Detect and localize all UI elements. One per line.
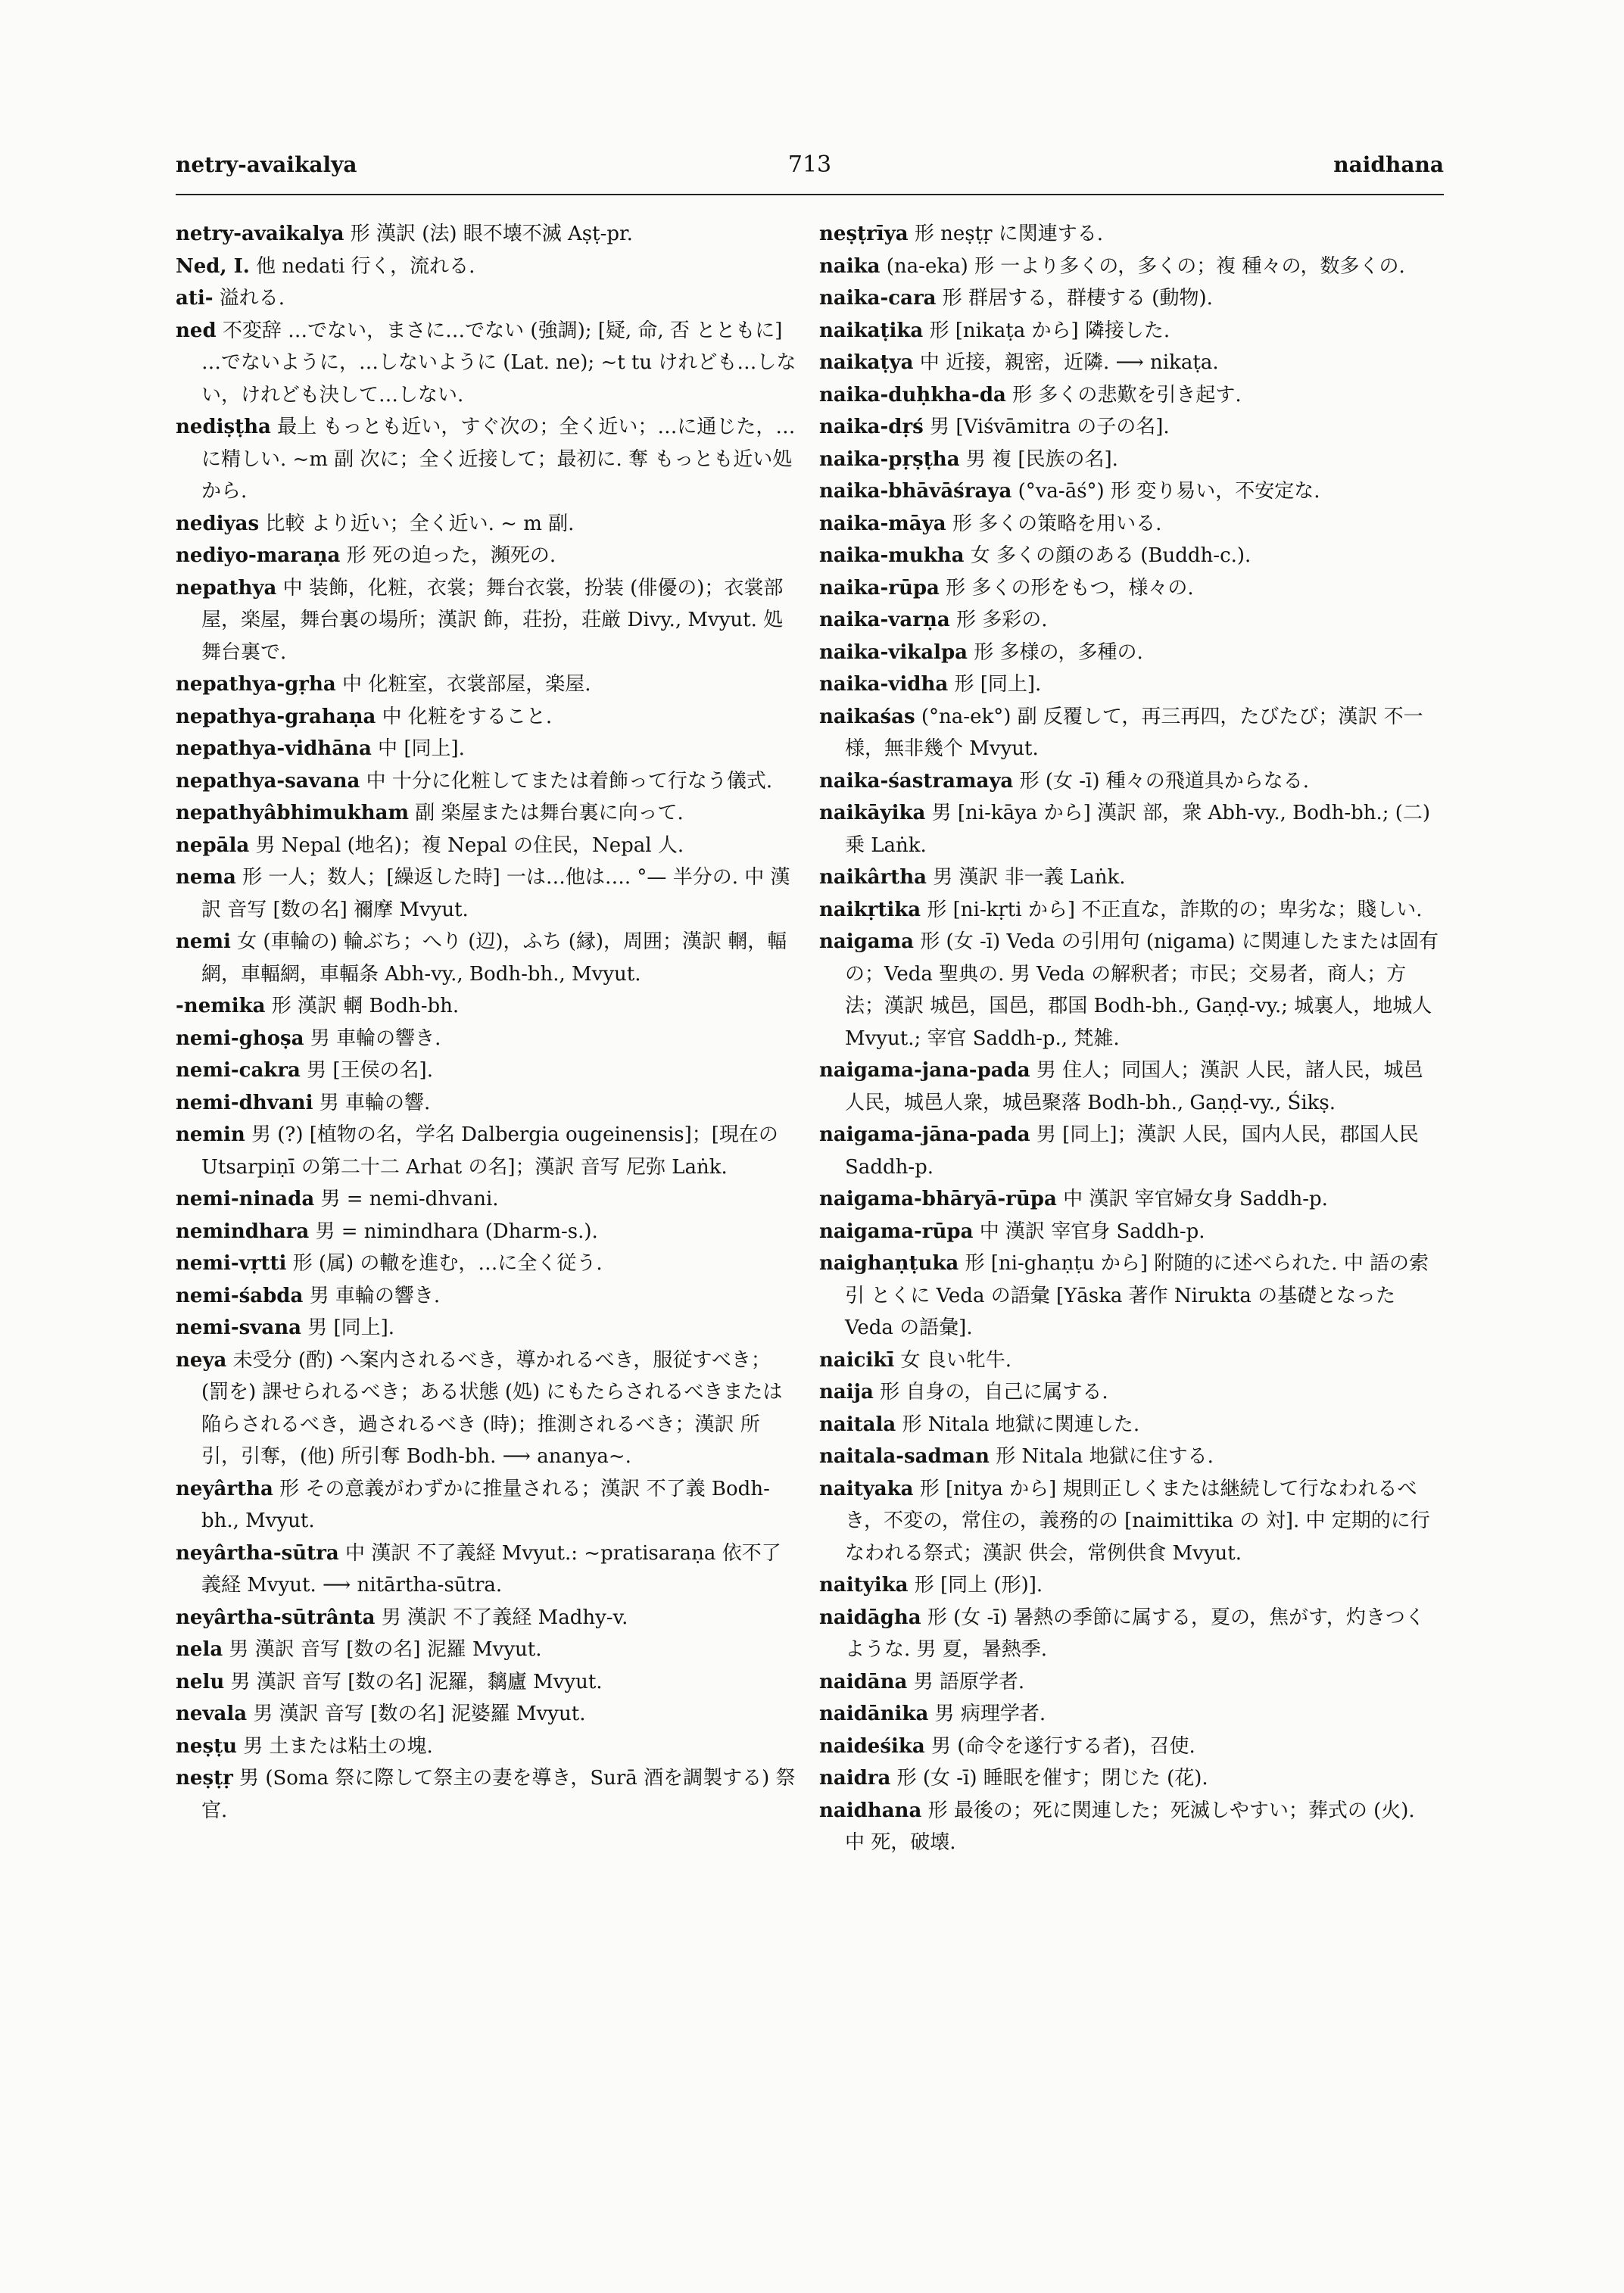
entry-definition: 形 [nikaṭa から] 隣接した. [923, 319, 1170, 342]
dictionary-entry [819, 1473, 1440, 1570]
dictionary-entry [176, 1344, 796, 1473]
entry-headword: naika-varṇa [819, 609, 950, 631]
entry-definition: 形 その意義がわずかに推量される；漢訳 不了義 Bodh-bh., Mvyut. [201, 1477, 770, 1532]
dictionary-entry [176, 572, 796, 669]
dictionary-entry [176, 1473, 796, 1537]
entry-definition: 中 [同上]. [371, 737, 465, 760]
entry-headword: naidānika [819, 1703, 929, 1725]
entry-headword: naityika [819, 1574, 909, 1597]
entry-headword: naika-vikalpa [819, 640, 968, 664]
dictionary-entry [819, 508, 1440, 541]
entry-headword: naikaṭika [819, 319, 924, 342]
dictionary-entry [176, 830, 796, 862]
entry-headword: neya [176, 1348, 227, 1372]
dictionary-entry [176, 1216, 796, 1248]
entry-headword: ned [176, 319, 217, 342]
entry-headword: netry-avaikalya [176, 223, 344, 245]
entry-definition: 形 Nitala 地獄に住する. [989, 1445, 1214, 1468]
entry-headword: naika-cara [819, 287, 937, 310]
entry-definition: 形 [ni-kṛti から] 不正直な，詐欺的の；卑劣な；賤しい. [921, 898, 1423, 921]
entry-headword: nemin [176, 1123, 245, 1146]
entry-headword: naika-śastramaya [819, 769, 1014, 793]
dictionary-entry [819, 282, 1440, 315]
entry-definition: 他 nedati 行く，流れる. [249, 254, 475, 278]
entry-definition: 形 一人；数人；[繰返した時] 一は…他は…. °— 半分の. 中 漢訳 音写 [数の名] 禰摩 Mvyut. [201, 866, 790, 921]
entry-headword: naidra [819, 1767, 891, 1790]
entry-definition: 女 良い牝牛. [894, 1348, 1012, 1372]
entry-definition: 形 漢訳 (法) 眼不壊不滅 Aṣṭ-pr. [344, 223, 633, 245]
entry-headword: nemi [176, 930, 231, 953]
entry-headword: naigama-bhāryā-rūpa [819, 1188, 1057, 1210]
entry-headword: nepathya-gṛha [176, 673, 336, 696]
entry-definition: 男 車輪の響き. [304, 1027, 441, 1050]
dictionary-entry [176, 1087, 796, 1120]
entry-definition: 形 (女 -ī) 睡眠を催す；閉じた (花). [890, 1767, 1208, 1790]
entry-headword: naika-māya [819, 512, 946, 535]
entry-headword: nepathya-grahaṇa [176, 705, 376, 728]
entry-definition: 比較 より近い；全く近い. ~ m 副. [259, 512, 575, 535]
entry-headword: naika-bhāvāśraya [819, 480, 1012, 503]
dictionary-entry [176, 668, 796, 701]
dictionary-entry [819, 347, 1440, 379]
entry-definition: 形 (女 -ī) 種々の飛道具からなる. [1013, 769, 1309, 793]
dictionary-entry [176, 1762, 796, 1827]
entry-headword: nemindhara [176, 1220, 310, 1243]
entry-definition: 形 多くの悲歎を引き起す. [1005, 383, 1242, 407]
entry-definition: 形 最後の；死に関連した；死滅しやすい；葬式の (火). 中 死，破壊. [845, 1799, 1415, 1854]
entry-headword: naidāna [819, 1670, 908, 1693]
dictionary-entry [176, 861, 796, 926]
entry-headword: naigama-rūpa [819, 1220, 974, 1243]
header-left-guide-word: netry-avaikalya [176, 152, 357, 177]
entry-definition: 中 漢訳 不了義経 Mvyut.: ~pratisaraṇa 依不了義経 Mvyut. ⟶ nitārtha-sūtra. [201, 1541, 781, 1597]
entry-definition: 形 Nitala 地獄に関連した. [896, 1413, 1140, 1436]
entry-headword: naicikī [819, 1348, 895, 1372]
entry-headword: naika-mukha [819, 544, 965, 567]
entry-headword: neṣṭrīya [819, 223, 909, 245]
entry-definition: 女 多くの顔のある (Buddh-c.). [964, 544, 1252, 567]
entry-headword: nemi-ninada [176, 1188, 315, 1210]
entry-definition: 男 車輪の響き. [303, 1284, 441, 1307]
dictionary-entry [819, 1441, 1440, 1473]
entry-headword: naika-pṛṣṭha [819, 447, 960, 471]
entry-headword: nediṣṭha [176, 416, 271, 438]
entry-headword: nemi-svana [176, 1316, 301, 1339]
dictionary-entry [176, 1537, 796, 1602]
entry-headword: naityaka [819, 1477, 914, 1500]
entry-definition: (°va-āś°) 形 変り易い，不安定な. [1011, 480, 1320, 503]
entry-definition: 男 Nepal (地名)；複 Nepal の住民，Nepal 人. [249, 833, 684, 857]
dictionary-entry [176, 733, 796, 765]
dictionary-entry [176, 1698, 796, 1731]
entry-headword: naighaṇṭuka [819, 1252, 959, 1275]
entry-definition: 形 多様の，多種の. [968, 640, 1143, 664]
entry-definition: 中 装飾，化粧，衣裳；舞台衣裳，扮装 (俳優の)；衣裳部屋，楽屋，舞台裏の場所；漢訳 飾，荘扮，荘厳 Divy., Mvyut. 処 舞台裏で. [201, 576, 784, 664]
dictionary-entry [819, 1376, 1440, 1409]
dictionary-entry [819, 1731, 1440, 1763]
dictionary-entry [176, 701, 796, 734]
entry-definition: 男 [王侯の名]. [300, 1059, 433, 1082]
entry-definition: 中 十分に化粧してまたは着飾って行なう儀式. [360, 769, 773, 793]
entry-definition: 形 [nitya から] 規則正しくまたは継続して行なわれるべき，不変の，常住の，義務的の [naimittika の 対]. 中 定期的に行なわれる祭式；漢訳 供会，常例供食 Mvyut. [845, 1477, 1430, 1565]
dictionary-entry [176, 765, 796, 798]
dictionary-entry [176, 1666, 796, 1699]
dictionary-entry [176, 1055, 796, 1087]
entry-definition: 男 複 [民族の名]. [959, 447, 1118, 471]
page-number: 713 [787, 151, 832, 178]
entry-definition: 形 漢訳 輞 Bodh-bh. [265, 995, 460, 1017]
entry-definition: 男 車輪の響. [313, 1091, 431, 1114]
entry-definition: 中 漢訳 宰官身 Saddh-p. [973, 1220, 1205, 1243]
page-header [176, 142, 1444, 188]
dictionary-entry [176, 1119, 796, 1183]
entry-definition: 形 多彩の. [949, 609, 1048, 631]
entry-definition: 形 (女 -ī) 暑熱の季節に属する，夏の，焦がす，灼きつくような. 男 夏，暑熱季. [845, 1606, 1425, 1661]
entry-headword: naija [819, 1381, 874, 1404]
entry-definition: 男 = nimindhara (Dharm-s.). [309, 1220, 598, 1243]
entry-headword: nemi-vṛtti [176, 1252, 287, 1275]
dictionary-entry [819, 604, 1440, 637]
dictionary-entry [819, 475, 1440, 508]
dictionary-entry [819, 668, 1440, 701]
header-rule [176, 194, 1444, 195]
entry-headword: naikṛtika [819, 898, 921, 921]
entry-headword: naigama-jāna-pada [819, 1123, 1030, 1146]
dictionary-entry [819, 1055, 1440, 1119]
entry-definition: 男 土または粘土の塊. [237, 1734, 433, 1758]
entry-definition: 男 病理学者. [928, 1703, 1046, 1725]
dictionary-entry [176, 1183, 796, 1216]
dictionary-entry [176, 315, 796, 412]
entry-headword: neyârtha-sūtrânta [176, 1606, 376, 1629]
dictionary-entry [819, 572, 1440, 605]
dictionary-entry [176, 1248, 796, 1280]
left-column [176, 218, 796, 1827]
entry-definition: 男 [Viśvāmitra の子の名]. [923, 416, 1170, 438]
entry-headword: nediyo-maraṇa [176, 544, 341, 567]
entry-headword: nelu [176, 1670, 225, 1693]
dictionary-entry [819, 1344, 1440, 1377]
entry-definition: 男 (Soma 祭に際して祭主の妻を導き，Surā 酒を調製する) 祭官. [201, 1767, 796, 1822]
entry-definition: 男 = nemi-dhvani. [314, 1188, 499, 1210]
dictionary-entry [176, 411, 796, 508]
entry-headword: naidāgha [819, 1606, 921, 1629]
header-right-guide-word: naidhana [1333, 152, 1444, 177]
entry-definition: 男 漢訳 音写 [数の名] 泥婆羅 Mvyut. [247, 1703, 586, 1725]
dictionary-entry [176, 990, 796, 1023]
entry-definition: 形 多くの形をもつ，様々の. [939, 576, 1194, 600]
entry-headword: -nemika [176, 995, 266, 1017]
dictionary-entry [819, 637, 1440, 669]
dictionary-entry [176, 1280, 796, 1313]
entry-definition: 男 (命令を遂行する者)，召使. [924, 1734, 1195, 1758]
entry-definition: 最上 もっとも近い，すぐ次の；全く近い；…に通じた，…に精しい. ~m 副 次に；全く近接して；最初に. 奪 もっとも近い処から. [201, 416, 796, 503]
dictionary-entry [176, 508, 796, 541]
entry-definition: 形 自身の，自己に属する. [873, 1381, 1108, 1404]
entry-headword: naika-dṛś [819, 416, 924, 438]
entry-headword: nepathyâbhimukham [176, 802, 409, 824]
entry-definition: 溢れる. [213, 287, 285, 310]
entry-headword: nediyas [176, 512, 260, 535]
entry-definition: (na-eka) 形 一より多くの，多くの；複 種々の，数多くの. [880, 254, 1405, 278]
dictionary-entry [819, 1248, 1440, 1344]
entry-definition: 未受分 (酌) へ案内されるべき，導かれるべき，服従すべき；(罰を) 課せられるべき；ある状態 (処) にもたらされるべきまたは陥らされるべき，過されるべき (時)；推測されるべき；漢訳 所引，引奪，(他) 所引奪 Bodh-bh. ⟶ ananya~. [201, 1348, 783, 1468]
entry-definition: 形 死の迫った，瀕死の. [340, 544, 556, 567]
entry-headword: nepathya-vidhāna [176, 737, 372, 760]
dictionary-entry [176, 797, 796, 830]
dictionary-entry [819, 861, 1440, 894]
entry-definition: 男 [同上]. [301, 1316, 395, 1339]
entry-headword: ati- [176, 287, 214, 310]
dictionary-entry [819, 894, 1440, 927]
entry-headword: nema [176, 866, 236, 889]
dictionary-entry [176, 1634, 796, 1666]
entry-definition: 中 化粧室，衣裳部屋，楽屋. [335, 673, 591, 696]
dictionary-entry [176, 1602, 796, 1634]
entry-headword: naikaśas [819, 705, 915, 728]
entry-definition: 男 [ni-kāya から] 漢訳 部，衆 Abh-vy., Bodh-bh.; (二) 乗 Laṅk. [845, 802, 1431, 857]
entry-definition: 副 楽屋または舞台裏に向って. [409, 802, 684, 824]
dictionary-entry [819, 1409, 1440, 1441]
entry-definition: 形 [同上 (形)]. [908, 1574, 1043, 1597]
entry-headword: Ned, I. [176, 254, 250, 278]
entry-definition: 形 多くの策略を用いる. [946, 512, 1162, 535]
entry-definition: 中 近接，親密，近隣. ⟶ nikaṭa. [913, 351, 1219, 374]
entry-headword: nepathya [176, 576, 277, 600]
dictionary-entry [819, 765, 1440, 798]
dictionary-entry [819, 444, 1440, 476]
dictionary-entry [819, 1795, 1440, 1859]
entry-definition: 形 群居する，群棲する (動物). [936, 287, 1213, 310]
entry-headword: naideśika [819, 1734, 925, 1758]
entry-definition: 男 漢訳 音写 [数の名] 泥羅 Mvyut. [223, 1638, 542, 1661]
entry-definition: 中 漢訳 宰官婦女身 Saddh-p. [1056, 1188, 1328, 1210]
entry-definition: 男 (?) [植物の名，学名 Dalbergia ougeinensis]；[現在の Utsarpiṇī の第二十二 Arhat の名]；漢訳 音写 尼弥 Laṅk. [201, 1123, 778, 1179]
dictionary-entry [819, 540, 1440, 572]
entry-definition: 男 [同上]；漢訳 人民，国内人民，郡国人民 Saddh-p. [845, 1123, 1419, 1179]
entry-headword: neyârtha-sūtra [176, 1541, 339, 1565]
dictionary-entry [819, 251, 1440, 283]
entry-headword: naikârtha [819, 866, 927, 889]
entry-headword: nepāla [176, 833, 250, 857]
entry-definition: 男 住人；同国人；漢訳 人民，諸人民，城邑人民，城邑人衆，城邑聚落 Bodh-bh., Gaṇḍ-vy., Śikṣ. [845, 1059, 1423, 1114]
entry-headword: naikāyika [819, 802, 926, 824]
dictionary-entry [819, 411, 1440, 444]
dictionary-entry [819, 1762, 1440, 1795]
entry-headword: naika-rūpa [819, 576, 940, 600]
entry-headword: nela [176, 1638, 223, 1661]
dictionary-entry [819, 1183, 1440, 1216]
entry-headword: neṣṭṛ [176, 1767, 233, 1790]
dictionary-entry [176, 282, 796, 315]
entry-headword: nemi-dhvani [176, 1091, 313, 1114]
entry-definition: 形 (属) の轍を進む，…に全く従う. [286, 1252, 603, 1275]
dictionary-entry [819, 315, 1440, 347]
dictionary-entry [819, 1666, 1440, 1699]
entry-headword: nevala [176, 1703, 248, 1725]
entry-headword: neṣṭu [176, 1734, 237, 1758]
entry-headword: naidhana [819, 1799, 922, 1822]
entry-headword: naitala-sadman [819, 1445, 990, 1468]
right-column [819, 218, 1440, 1859]
dictionary-entry [176, 218, 796, 251]
dictionary-entry [176, 540, 796, 572]
entry-headword: naika-vidha [819, 673, 949, 696]
entry-headword: naigama [819, 930, 915, 953]
entry-definition: 男 語原学者. [907, 1670, 1025, 1693]
dictionary-entry [176, 1023, 796, 1055]
entry-definition: 形 [ni-ghaṇṭu から] 附随的に述べられた. 中 語の索引 とくに Veda の語彙 [Yāska 著作 Nirukta の基礎となった Veda の語彙]. [845, 1252, 1429, 1339]
entry-headword: naigama-jana-pada [819, 1059, 1030, 1082]
entry-definition: 男 漢訳 非一義 Laṅk. [926, 866, 1126, 889]
entry-headword: nemi-ghoṣa [176, 1027, 304, 1050]
entry-definition: 女 (車輪の) 輪ぶち；へり (辺)，ふち (縁)，周囲；漢訳 輞，輻網，車輻網，車輻条 Abh-vy., Bodh-bh., Mvyut. [201, 930, 787, 986]
dictionary-entry [176, 1312, 796, 1344]
entry-definition: 形 [同上]. [948, 673, 1042, 696]
entry-headword: neyârtha [176, 1477, 273, 1500]
dictionary-entry [819, 1698, 1440, 1731]
dictionary-entry [176, 251, 796, 283]
entry-definition: 男 漢訳 不了義経 Madhy-v. [375, 1606, 628, 1629]
dictionary-entry [819, 379, 1440, 412]
dictionary-entry [819, 1216, 1440, 1248]
dictionary-entry [176, 926, 796, 990]
entry-headword: nemi-śabda [176, 1284, 304, 1307]
entry-definition: 中 化粧をすること. [376, 705, 553, 728]
entry-definition: 形 neṣṭṛ に関連する. [908, 223, 1104, 245]
entry-headword: naitala [819, 1413, 896, 1436]
entry-definition: (°na-ek°) 副 反覆して，再三再四，たびたび；漢訳 不一様，無非幾个 Mvyut. [845, 705, 1423, 760]
entry-headword: naika-duḥkha-da [819, 383, 1006, 407]
dictionary-entry [819, 701, 1440, 765]
entry-definition: 不変辞 …でない，まさに…でない (強調); [疑, 命, 否 とともに] …でないように，…しないように (Lat. ne); ~t tu けれども…しない，けれども決して…しない. [201, 319, 796, 407]
entry-headword: nemi-cakra [176, 1059, 301, 1082]
dictionary-entry [176, 1731, 796, 1763]
entry-headword: naikaṭya [819, 351, 914, 374]
entry-definition: 男 漢訳 音写 [数の名] 泥羅，黐廬 Mvyut. [224, 1670, 603, 1693]
entry-headword: naika [819, 254, 881, 278]
entry-headword: nepathya-savana [176, 769, 360, 793]
dictionary-entry [819, 797, 1440, 861]
dictionary-entry [819, 926, 1440, 1055]
entry-definition: 形 (女 -ī) Veda の引用句 (nigama) に関連したまたは固有の；Veda 聖典の. 男 Veda の解釈者；市民；交易者，商人；方法；漢訳 城邑，国邑，郡国 Bodh-bh., Gaṇḍ-vy.; 城裏人，地城人 Mvyut.; 宰官 Saddh-p., 梵雑. [845, 930, 1439, 1050]
dictionary-entry [819, 1119, 1440, 1183]
dictionary-entry [819, 1569, 1440, 1602]
dictionary-entry [819, 218, 1440, 251]
dictionary-entry [819, 1602, 1440, 1666]
